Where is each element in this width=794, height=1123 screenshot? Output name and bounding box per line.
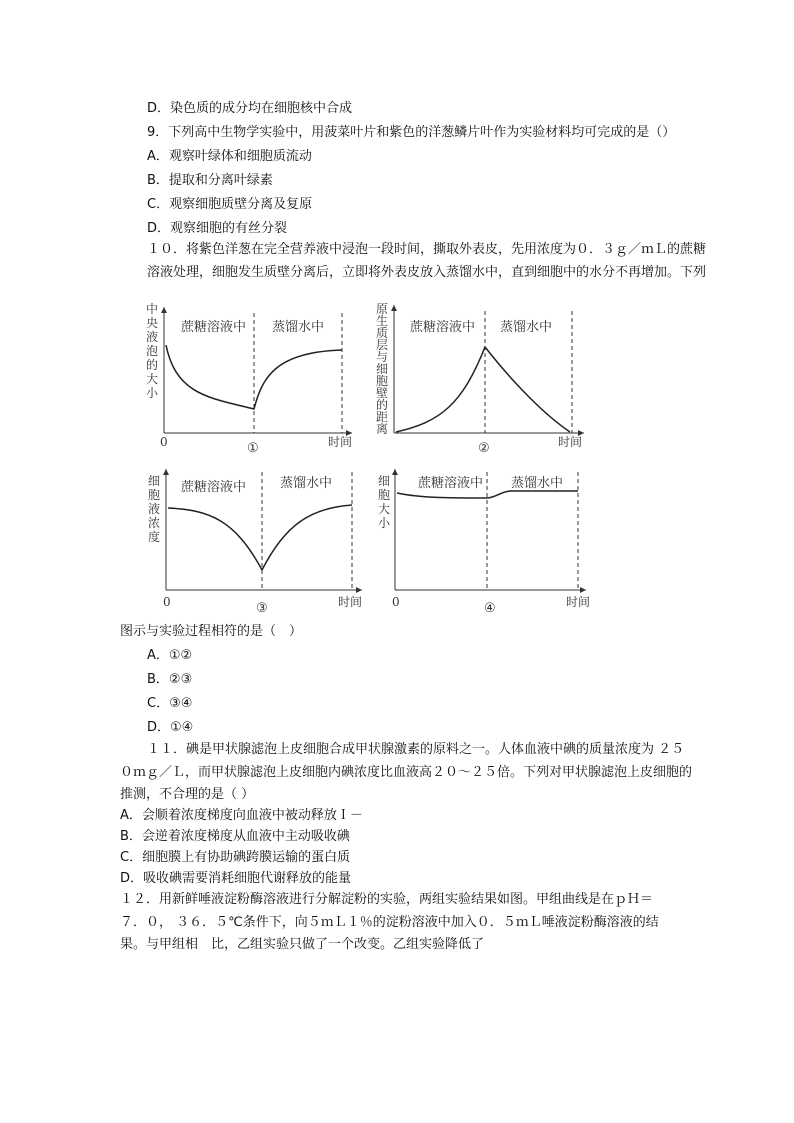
graph-4-number: ④ [484, 601, 496, 616]
graph-1 [146, 301, 352, 456]
graph-2-left-label: 蔗糖溶液中 [410, 320, 476, 335]
svg-text:胞: 胞 [376, 374, 389, 388]
svg-text:胞: 胞 [378, 488, 391, 502]
graph-3-left-label: 蔗糖溶液中 [181, 480, 247, 495]
graph-1-number: ① [247, 441, 259, 456]
q11-option-c: C．细胞膜上有协助碘跨膜运输的蛋白质 [120, 850, 351, 865]
svg-text:液: 液 [148, 502, 161, 516]
svg-text:原: 原 [376, 302, 389, 316]
q11-option-b: B．会逆着浓度梯度从血液中主动吸收碘 [120, 829, 350, 844]
q10-option-d: D．①④ [147, 720, 194, 735]
svg-text:层: 层 [376, 338, 389, 352]
graph-2-curve [396, 347, 570, 432]
q10-stem-line1: １０．将紫色洋葱在完全营养液中浸泡一段时间，撕取外表皮，先用浓度为０．３ｇ／ｍＬ的蔗糖 [147, 242, 707, 257]
svg-text:胞: 胞 [148, 488, 161, 502]
graph-1-time-label: 时间 [328, 435, 353, 449]
svg-text:的: 的 [376, 398, 389, 412]
q12-stem-line1: １２．用新鲜唾液淀粉酶溶液进行分解淀粉的实验，两组实验结果如图。甲组曲线是在ｐＨ＝ [120, 892, 654, 907]
q9-option-b: B．提取和分离叶绿素 [147, 173, 273, 188]
svg-text:细: 细 [376, 362, 389, 376]
q10-option-a: A．①② [147, 648, 193, 663]
svg-text:度: 度 [148, 530, 161, 544]
svg-text:大: 大 [146, 372, 159, 386]
q10-stem-line3: 图示与实验过程相符的是（ ） [120, 624, 303, 639]
q11-stem-line1: １１．碘是甲状腺滤泡上皮细胞合成甲状腺激素的原料之一。人体血液中碘的质量浓度为 ２５ [147, 742, 685, 757]
svg-text:壁: 壁 [376, 386, 389, 400]
graph-3 [148, 469, 362, 616]
graph-1-right-label: 蒸馏水中 [272, 320, 325, 335]
svg-text:细: 细 [378, 474, 391, 488]
graph-2-time-label: 时间 [558, 435, 583, 449]
graph-1-origin: 0 [160, 435, 168, 449]
q9-option-a: A．观察叶绿体和细胞质流动 [147, 149, 312, 164]
graph-3-ylabel [148, 474, 160, 544]
q9-option-c: C．观察细胞质壁分离及复原 [147, 197, 313, 212]
svg-text:生: 生 [376, 314, 389, 328]
graph-4-ylabel [378, 474, 391, 530]
svg-text:泡: 泡 [146, 344, 159, 358]
graph-4-time-label: 时间 [566, 595, 591, 609]
svg-text:质: 质 [376, 326, 389, 340]
graph-3-time-label: 时间 [338, 595, 363, 609]
svg-text:与: 与 [376, 350, 389, 364]
q11-option-d: D．吸收碘需要消耗细胞代谢释放的能量 [120, 871, 352, 886]
q10-stem-line2: 溶液处理，细胞发生质壁分离后，立即将外表皮放入蒸馏水中，直到细胞中的水分不再增加。下列 [147, 265, 707, 280]
q9-option-d: D．观察细胞的有丝分裂 [147, 221, 288, 236]
svg-text:浓: 浓 [148, 516, 161, 530]
svg-text:中: 中 [146, 302, 159, 316]
svg-text:小: 小 [146, 386, 159, 400]
graph-4 [378, 469, 590, 616]
graph-2-number: ② [478, 441, 490, 456]
q8-option-d: D．染色质的成分均在细胞核中合成 [147, 101, 353, 116]
q11-stem-line3: 推测，不合理的是（ ） [120, 787, 255, 802]
svg-text:大: 大 [378, 502, 391, 516]
graph-3-number: ③ [256, 601, 268, 616]
svg-text:离: 离 [376, 422, 389, 436]
graph-2 [376, 302, 584, 456]
graph-3-right-label: 蒸馏水中 [280, 476, 333, 491]
graph-4-origin: 0 [392, 595, 400, 609]
graph-2-ylabel [376, 302, 388, 436]
graph-1-left-label: 蔗糖溶液中 [181, 320, 247, 335]
q9-stem: 9．下列高中生物学实验中，用菠菜叶片和紫色的洋葱鳞片叶作为实验材料均可完成的是（） [147, 125, 676, 140]
svg-text:小: 小 [378, 516, 391, 530]
q12-stem-line2: ７．０， ３６．５℃条件下，向５ｍＬ１％的淀粉溶液中加入０．５ｍＬ唾液淀粉酶溶液的结 [120, 915, 659, 930]
q10-option-b: B．②③ [147, 672, 193, 687]
svg-text:距: 距 [376, 410, 389, 424]
q11-stem-line2: ０ｍｇ／Ｌ，而甲状腺滤泡上皮细胞内碘浓度比血液高２０～２５倍。下列对甲状腺滤泡上皮细胞的 [120, 765, 693, 780]
graph-3-origin: 0 [163, 595, 171, 609]
svg-text:央: 央 [146, 316, 159, 330]
graph-4-right-label: 蒸馏水中 [511, 476, 564, 491]
graph-1-ylabel [146, 301, 159, 400]
q12-stem-line3: 果。与甲组相 比，乙组实验只做了一个改变。乙组实验降低了 [120, 937, 485, 952]
graph-4-left-label: 蔗糖溶液中 [418, 476, 484, 491]
q11-option-a: A．会顺着浓度梯度向血液中被动释放Ｉ－ [120, 808, 363, 823]
q10-option-c: C．③④ [147, 696, 193, 711]
graph-3-curve [168, 505, 352, 570]
graph-2-right-label: 蒸馏水中 [500, 320, 553, 335]
svg-text:的: 的 [146, 358, 159, 372]
svg-text:液: 液 [146, 330, 159, 344]
svg-text:细: 细 [148, 474, 161, 488]
